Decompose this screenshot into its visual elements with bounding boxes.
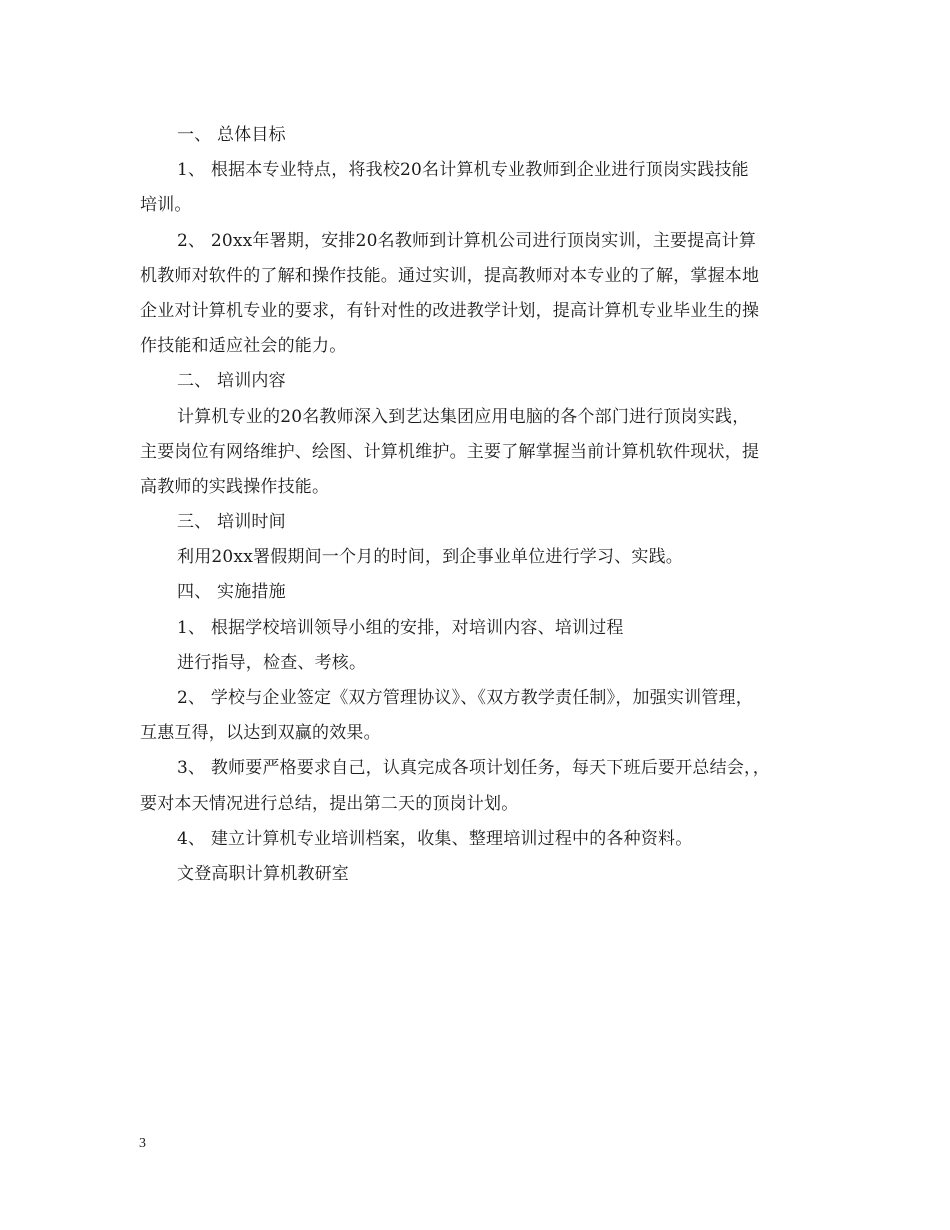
section-heading-training-time: 三、 培训时间 bbox=[177, 512, 286, 533]
paragraph-line: 互惠互得，以达到双赢的效果。 bbox=[140, 723, 381, 744]
paragraph-line: 3、 教师要严格要求自己，认真完成各项计划任务，每天下班后要开总结会，， bbox=[177, 758, 770, 779]
paragraph-line: 作技能和适应社会的能力。 bbox=[140, 336, 347, 357]
paragraph-line: 主要岗位有网络维护、绘图、计算机维护。主要了解掌握当前计算机软件现状，提 bbox=[140, 441, 760, 462]
section-heading-measures: 四、 实施措施 bbox=[177, 582, 286, 603]
paragraph-line: 机教师对软件的了解和操作技能。通过实训，提高教师对本专业的了解，掌握本地 bbox=[140, 265, 760, 286]
paragraph-line: 4、 建立计算机专业培训档案，收集、整理培训过程中的各种资料。 bbox=[177, 828, 693, 849]
paragraph-line: 2、 20xx年署期，安排20名教师到计算机公司进行顶岗实训，主要提高计算 bbox=[177, 230, 757, 251]
paragraph-line: 利用20xx署假期间一个月的时间，到企事业单位进行学习、实践。 bbox=[177, 547, 684, 568]
paragraph-line: 1、 根据本专业特点，将我校20名计算机专业教师到企业进行顶岗实践技能 bbox=[177, 160, 749, 181]
paragraph-line: 计算机专业的20名教师深入到艺达集团应用电脑的各个部门进行顶岗实践， bbox=[177, 406, 750, 427]
paragraph-line: 2、 学校与企业签定《双方管理协议》、《双方教学责任制》，加强实训管理， bbox=[177, 688, 753, 708]
section-heading-overall-goal: 一、 总体目标 bbox=[177, 125, 286, 145]
paragraph-line: 企业对计算机专业的要求，有针对性的改进教学计划，提高计算机专业毕业生的操 bbox=[140, 300, 760, 321]
section-heading-training-content: 二、 培训内容 bbox=[177, 371, 286, 392]
page-number: 3 bbox=[139, 1136, 146, 1151]
paragraph-line: 要对本天情况进行总结，提出第二天的顶岗计划。 bbox=[140, 793, 519, 814]
paragraph-line: 高教师的实践操作技能。 bbox=[140, 476, 330, 497]
signature-line: 文登高职计算机教研室 bbox=[177, 863, 349, 884]
paragraph-line: 培训。 bbox=[140, 195, 192, 216]
paragraph-line: 进行指导，检查、考核。 bbox=[177, 652, 367, 673]
paragraph-line: 1、 根据学校培训领导小组的安排，对培训内容、培训过程 bbox=[177, 617, 624, 638]
document-body bbox=[140, 118, 812, 892]
